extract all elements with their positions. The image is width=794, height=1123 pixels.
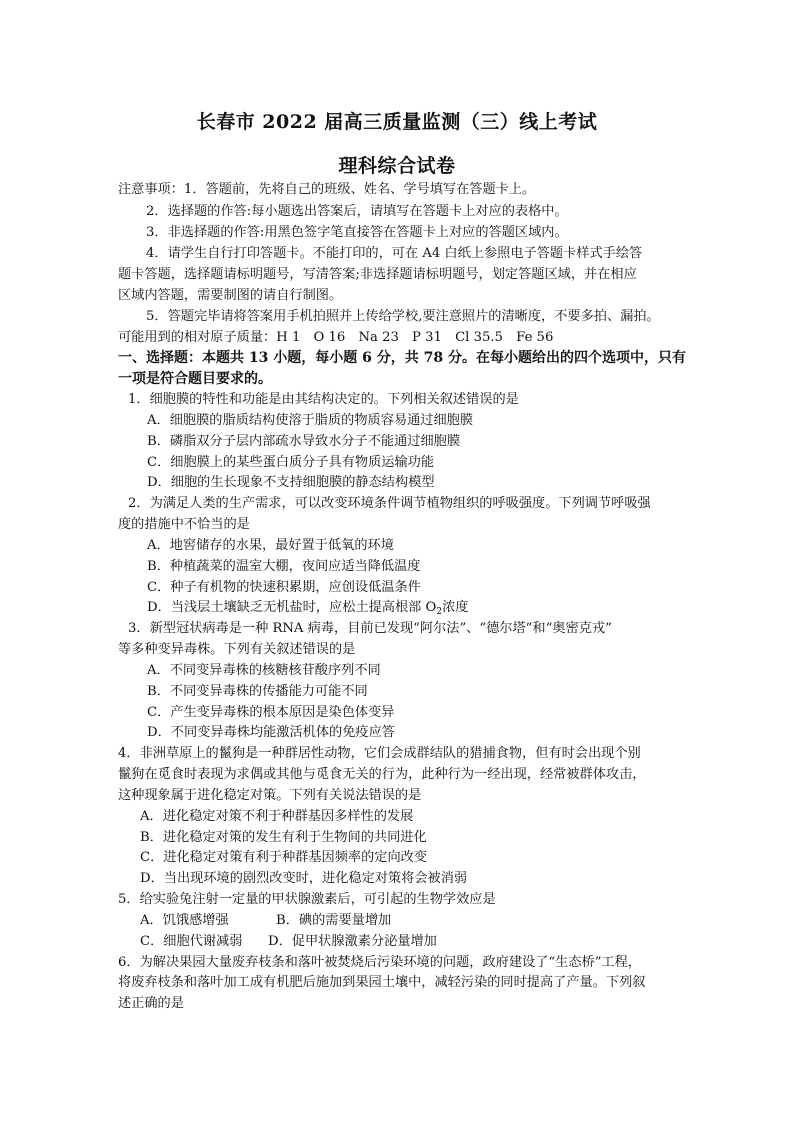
q5-option-a: A．饥饿感增强 bbox=[140, 913, 229, 928]
q1-option-b: B．磷脂双分子层内部疏水导致水分子不能通过细胞膜 bbox=[147, 434, 461, 449]
q2-option-d-subscript: 2 bbox=[436, 607, 443, 617]
q3-option-d: D．不同变异毒株均能激活机体的免疫应答 bbox=[147, 725, 395, 740]
note-4-line-3: 区域内答题，需要制图的请自行制图。 bbox=[118, 288, 343, 303]
q4-stem-line-3: 这种现象属于进化稳定对策。下列有关说法错误的是 bbox=[118, 788, 422, 803]
q3-option-c: C．产生变异毒株的根本原因是染色体变异 bbox=[147, 705, 395, 720]
q4-option-c: C．进化稳定对策有利于种群基因频率的定向改变 bbox=[140, 850, 428, 865]
atomic-masses: 可能用到的相对原子质量：H 1 O 16 Na 23 P 31 Cl 35.5 Fe 56 bbox=[118, 330, 554, 345]
q1-option-d: D．细胞的生长现象不支持细胞膜的静态结构模型 bbox=[147, 475, 435, 490]
q6-stem-line-2: 将废弃枝条和落叶加工成有机肥后施加到果园土壤中，减轻污染的同时提高了产量。下列叙 bbox=[118, 975, 646, 990]
q1-option-a: A．细胞膜的脂质结构使溶于脂质的物质容易通过细胞膜 bbox=[147, 413, 474, 428]
q4-option-d: D．当出现环境的剧烈改变时，进化稳定对策将会被消弱 bbox=[140, 871, 468, 886]
q1-option-c: C．细胞膜上的某些蛋白质分子具有物质运输功能 bbox=[147, 455, 435, 470]
note-3: 3．非选择题的作答:用黑色签字笔直接答在答题卡上对应的答题区域内。 bbox=[146, 225, 568, 240]
q1-stem: 1．细胞膜的特性和功能是由其结构决定的。下列相关叙述错误的是 bbox=[128, 392, 519, 407]
section-heading-line-2: 一项是符合题目要求的。 bbox=[118, 371, 272, 387]
q3-stem-line-1: 3．新型冠状病毒是一种 RNA 病毒，目前已发现“阿尔法”、“德尔塔”和“奥密克戎” bbox=[128, 621, 612, 636]
q2-option-b: B．种植蔬菜的温室大棚，夜间应适当降低温度 bbox=[147, 559, 421, 574]
q4-option-b: B．进化稳定对策的发生有利于生物间的共同进化 bbox=[140, 830, 427, 845]
q6-stem-line-3: 述正确的是 bbox=[118, 996, 184, 1011]
q2-stem-line-2: 度的措施中不恰当的是 bbox=[118, 517, 250, 532]
note-4-line-2: 题卡答题，选择题请标明题号，写清答案;非选择题请标明题号，划定答题区域，并在相应 bbox=[118, 267, 637, 282]
q3-option-a: A．不同变异毒株的核糖核苷酸序列不同 bbox=[147, 663, 381, 678]
q4-stem-line-2: 鬣狗在觅食时表现为求偶或其他与觅食无关的行为，此种行为一经出现，经常被群体攻击， bbox=[118, 767, 646, 782]
q3-option-b: B．不同变异毒株的传播能力可能不同 bbox=[147, 684, 368, 699]
q2-stem-line-1: 2．为满足人类的生产需求，可以改变环境条件调节植物组织的呼吸强度。下列调节呼吸强 bbox=[128, 496, 651, 511]
q2-option-a: A．地窖储存的水果，最好置于低氧的环境 bbox=[147, 538, 394, 553]
q5-option-c: C．细胞代谢减弱 bbox=[140, 934, 243, 949]
note-4-line-1: 4．请学生自行打印答题卡。不能打印的，可在 A4 白纸上参照电子答题卡样式手绘答 bbox=[146, 246, 643, 261]
q2-option-d bbox=[147, 601, 468, 617]
exam-subtitle: 理科综合试卷 bbox=[338, 155, 456, 177]
exam-title: 长春市 2022 届高三质量监测（三）线上考试 bbox=[196, 111, 598, 133]
q3-stem-line-2: 等多种变异毒株。下列有关叙述错误的是 bbox=[118, 642, 356, 657]
q5-option-b: B．碘的需要量增加 bbox=[276, 913, 392, 928]
q2-option-d-text: D．当浅层土壤缺乏无机盐时，应松土提高根部 O bbox=[147, 600, 437, 615]
section-heading-line-1: 一、选择题：本题共 13 小题，每小题 6 分，共 78 分。在每小题给出的四个选项中，只有 bbox=[118, 350, 686, 366]
q5-option-d: D．促甲状腺激素分泌量增加 bbox=[268, 934, 437, 949]
q4-stem-line-1: 4．非洲草原上的鬣狗是一种群居性动物，它们会成群结队的猎捕食物，但有时会出现个别 bbox=[118, 746, 641, 761]
note-1: 注意事项：1．答题前，先将自己的班级、姓名、学号填写在答题卡上。 bbox=[118, 182, 536, 197]
q6-stem-line-1: 6．为解决果园大量废弃枝条和落叶被焚烧后污染环境的问题，政府建设了“生态桥”工程， bbox=[118, 955, 641, 970]
q4-option-a: A．进化稳定对策不利于种群基因多样性的发展 bbox=[140, 809, 414, 824]
note-2: 2．选择题的作答:每小题选出答案后，请填写在答题卡上对应的表格中。 bbox=[146, 204, 568, 219]
q5-stem: 5．给实验兔注射一定量的甲状腺激素后，可引起的生物学效应是 bbox=[118, 892, 496, 907]
q2-option-c: C．种子有机物的快速积累期，应创设低温条件 bbox=[147, 580, 421, 595]
note-5: 5．答题完毕请将答案用手机拍照并上传给学校,要注意照片的清晰度，不要多拍、漏拍。 bbox=[146, 309, 660, 324]
q2-option-d-suffix: 浓度 bbox=[442, 600, 469, 615]
